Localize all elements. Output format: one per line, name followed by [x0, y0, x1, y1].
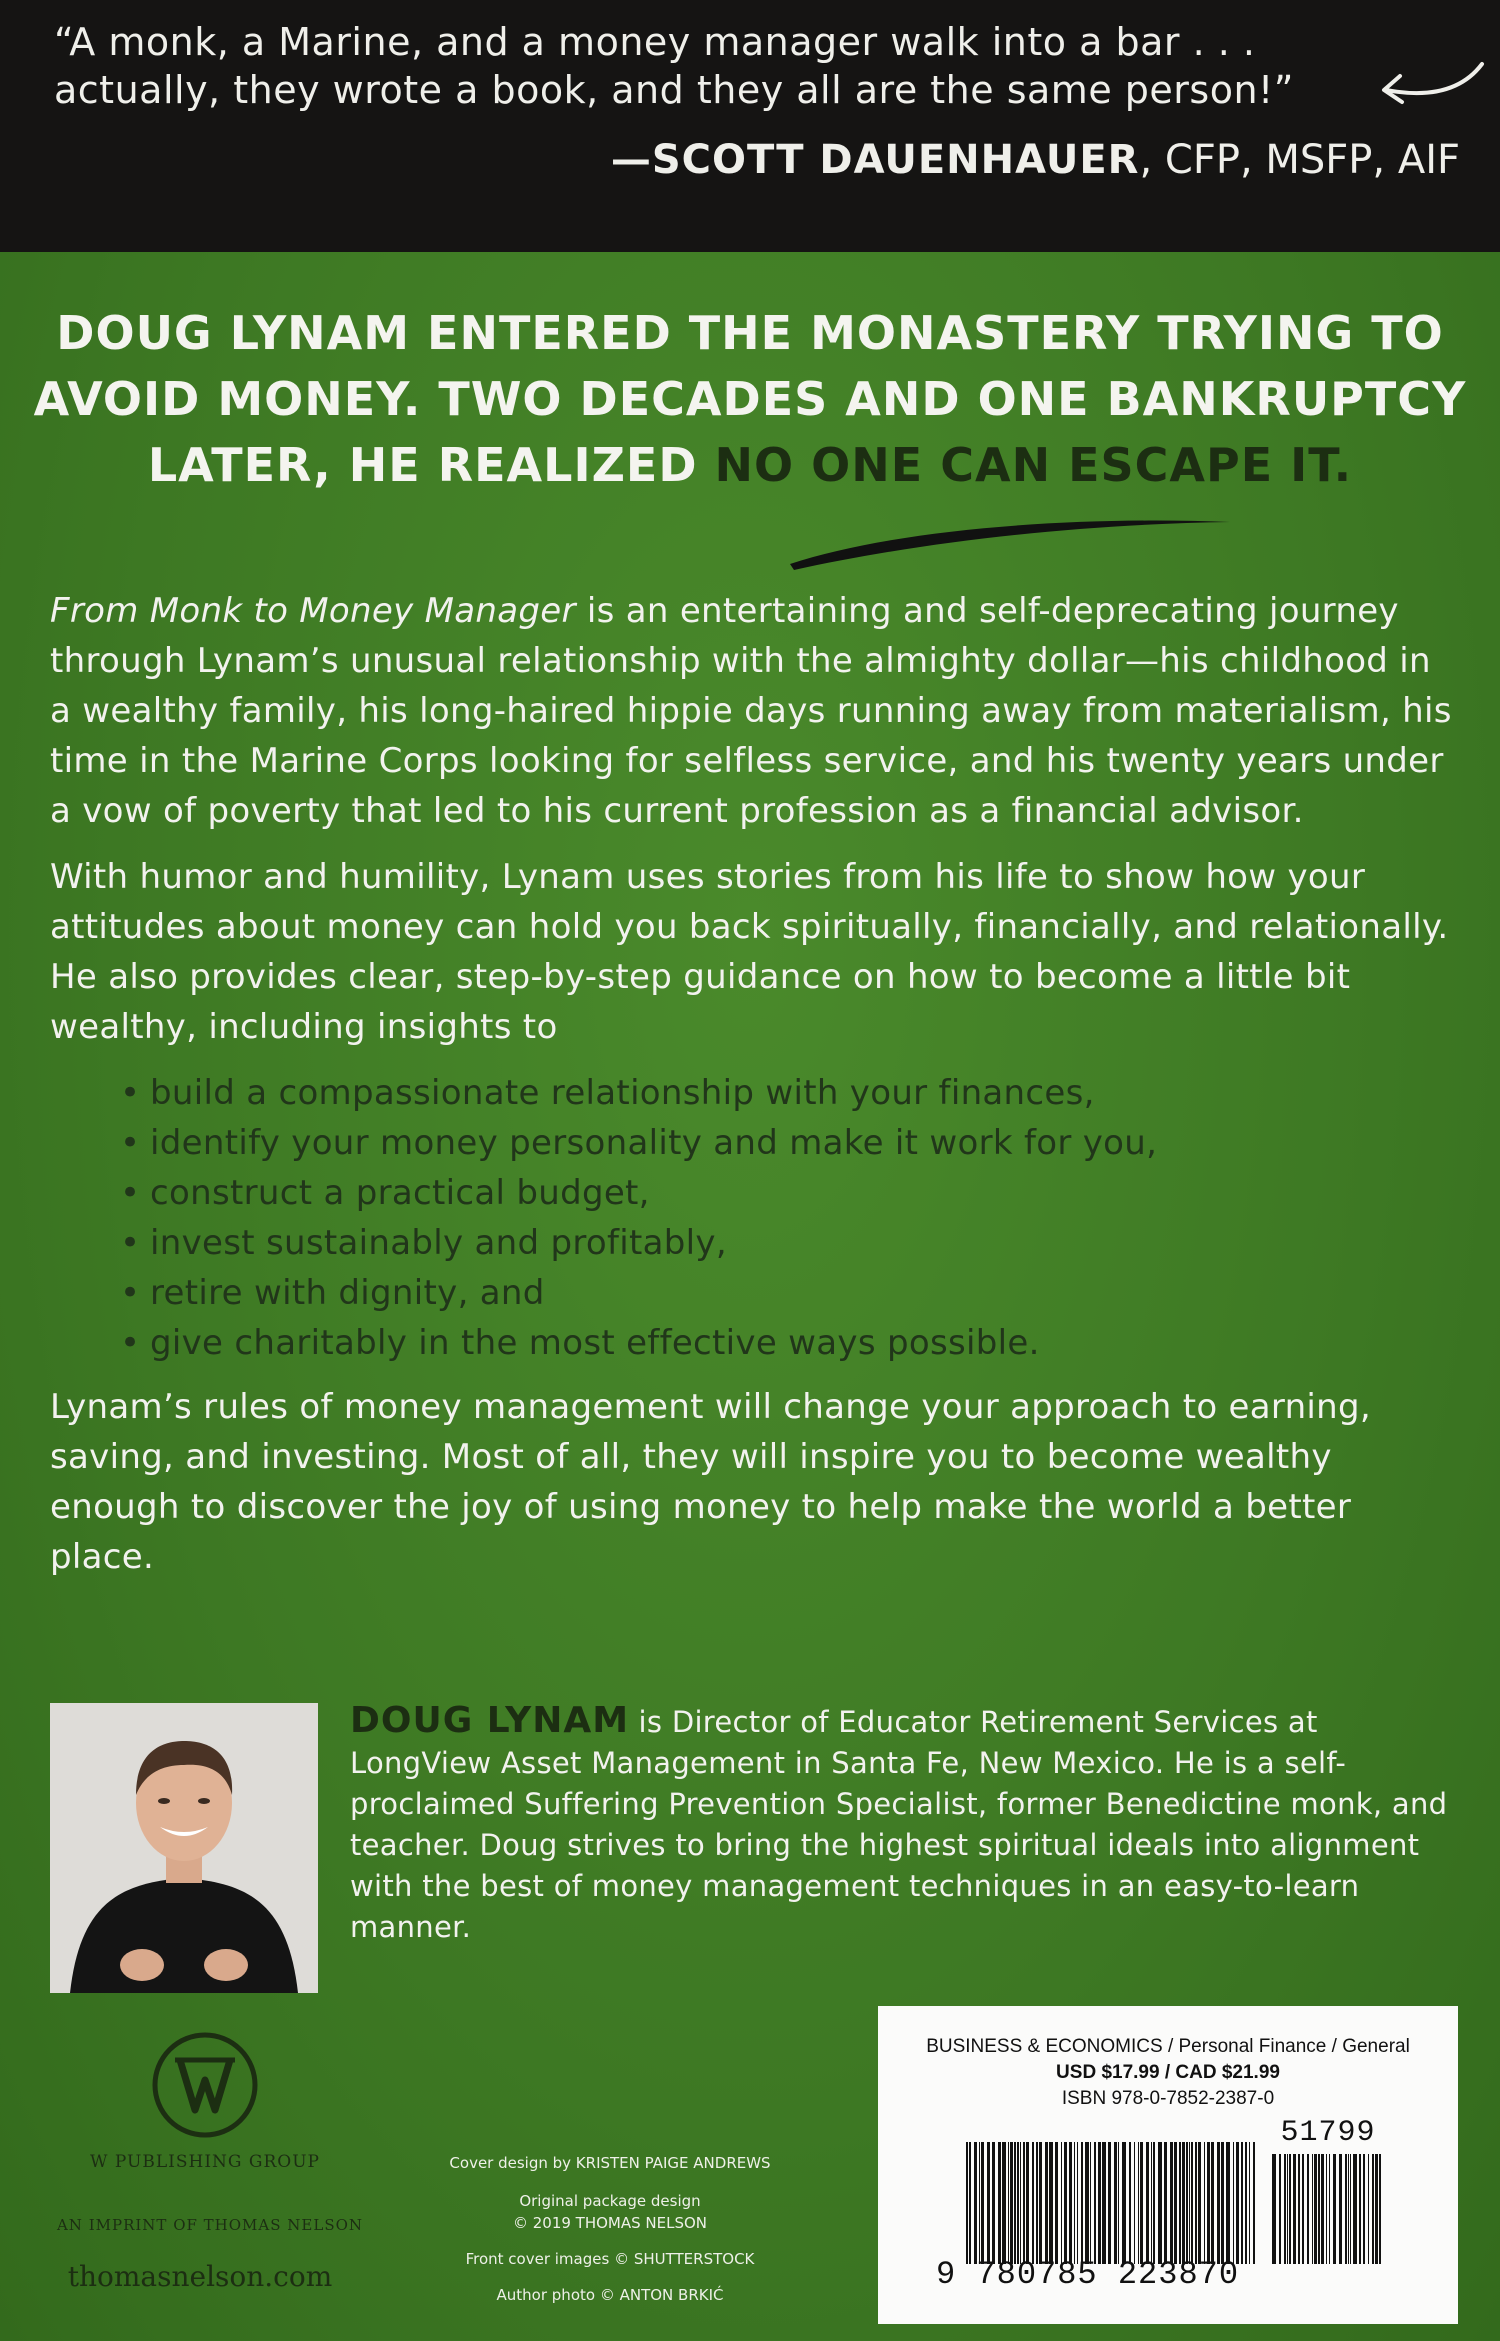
- book-title: From Monk to Money Manager: [50, 591, 576, 631]
- publisher-url: thomasnelson.com: [67, 2260, 333, 2293]
- price-barcode: [1272, 2154, 1384, 2264]
- list-item: • retire with dignity, and: [120, 1273, 545, 1313]
- bisac-category: BUSINESS & ECONOMICS / Personal Finance / General: [926, 2036, 1410, 2057]
- quote-line-2: actually, they wrote a book, and they all are the same person!”: [54, 68, 1294, 112]
- author-bio: [350, 1700, 1450, 1948]
- credit-package-design-2: © 2019 THOMAS NELSON: [512, 2214, 708, 2232]
- insights-list: [50, 1068, 1460, 1368]
- endorsement-quote: [54, 18, 1354, 114]
- description-paragraph-3: Lynam’s rules of money management will change your approach to earning, saving, and investing. Most of all, they will inspire you to become wealthy enough to discover the joy of using money to help make the world a better place.: [50, 1387, 1372, 1577]
- author-name: DOUG LYNAM: [350, 1700, 630, 1741]
- list-item: • identify your money personality and make it work for you,: [120, 1123, 1158, 1163]
- description: [50, 586, 1460, 1598]
- endorsement-band: [0, 0, 1500, 252]
- quote-line-1: “A monk, a Marine, and a money manager walk into a bar . . .: [54, 20, 1256, 64]
- list-item: • give charitably in the most effective ways possible.: [120, 1323, 1040, 1363]
- headline-line-2: AVOID MONEY. TWO DECADES AND ONE BANKRUPTCY: [33, 372, 1467, 426]
- description-paragraph-2: With humor and humility, Lynam uses stories from his life to show how your attitudes about money can hold you back spiritually, financially, and relationally. He also provides clear, step-by-step guidance on how to become a little bit wealthy, including insights to: [50, 857, 1449, 1047]
- barcode-label: [878, 2006, 1458, 2324]
- credit-author-photo: Author photo © ANTON BRKIĆ: [496, 2286, 724, 2304]
- headline: [30, 300, 1470, 498]
- list-item: • invest sustainably and profitably,: [120, 1223, 727, 1263]
- credit-package-design-1: Original package design: [519, 2192, 701, 2210]
- headline-lead: LATER, HE REALIZED: [147, 438, 715, 492]
- isbn-barcode-digits: 9 780785 223870: [936, 2256, 1240, 2293]
- curved-arrow-icon: [1378, 56, 1488, 126]
- isbn: ISBN 978-0-7852-2387-0: [1061, 2088, 1275, 2109]
- endorsement-attribution: [611, 134, 1460, 186]
- publisher-imprint: AN IMPRINT OF THOMAS NELSON: [56, 2216, 364, 2234]
- publisher-logo-icon: [150, 2030, 260, 2140]
- author-photo: [50, 1703, 318, 1993]
- list-item: • build a compassionate relationship with your finances,: [120, 1073, 1095, 1113]
- design-credits: [400, 2152, 820, 2306]
- credit-cover-design: Cover design by KRISTEN PAIGE ANDREWS: [449, 2154, 771, 2172]
- headline-emphasis: NO ONE CAN ESCAPE IT.: [714, 438, 1353, 492]
- isbn-barcode: [966, 2142, 1258, 2264]
- endorser-name: —SCOTT DAUENHAUER: [610, 137, 1140, 183]
- paragraph-1-text: is an entertaining and self-deprecating journey through Lynam’s unusual relationship with the almighty dollar—his childhood in a wealthy family, his long-haired hippie days running away from materialism, his time in the Marine Corps looking for selfless service, and his twenty years under a vow of poverty that led to his current profession as a financial advisor.: [50, 591, 1452, 831]
- author-bio-text: is Director of Educator Retirement Services at LongView Asset Management in Santa Fe, New Mexico. He is a self-proclaimed Suffering Prevention Specialist, former Benedictine monk, and teacher. Doug strives to bring the highest spiritual ideals into alignment with the best of money management techniques in an easy-to-learn manner.: [350, 1705, 1448, 1944]
- endorser-credentials: , CFP, MSFP, AIF: [1139, 137, 1460, 183]
- price: USD $17.99 / CAD $21.99: [1056, 2062, 1280, 2083]
- description-paragraph-1: [50, 586, 1460, 836]
- headline-line-1: DOUG LYNAM ENTERED THE MONASTERY TRYING TO: [56, 306, 1444, 360]
- publisher-name: W PUBLISHING GROUP: [90, 2152, 320, 2172]
- list-item: • construct a practical budget,: [120, 1173, 650, 1213]
- brush-stroke-decoration: [780, 508, 1240, 578]
- credit-front-cover-images: Front cover images © SHUTTERSTOCK: [465, 2250, 755, 2268]
- headline-line-3: [30, 432, 1470, 498]
- price-code: 51799: [1280, 2116, 1376, 2150]
